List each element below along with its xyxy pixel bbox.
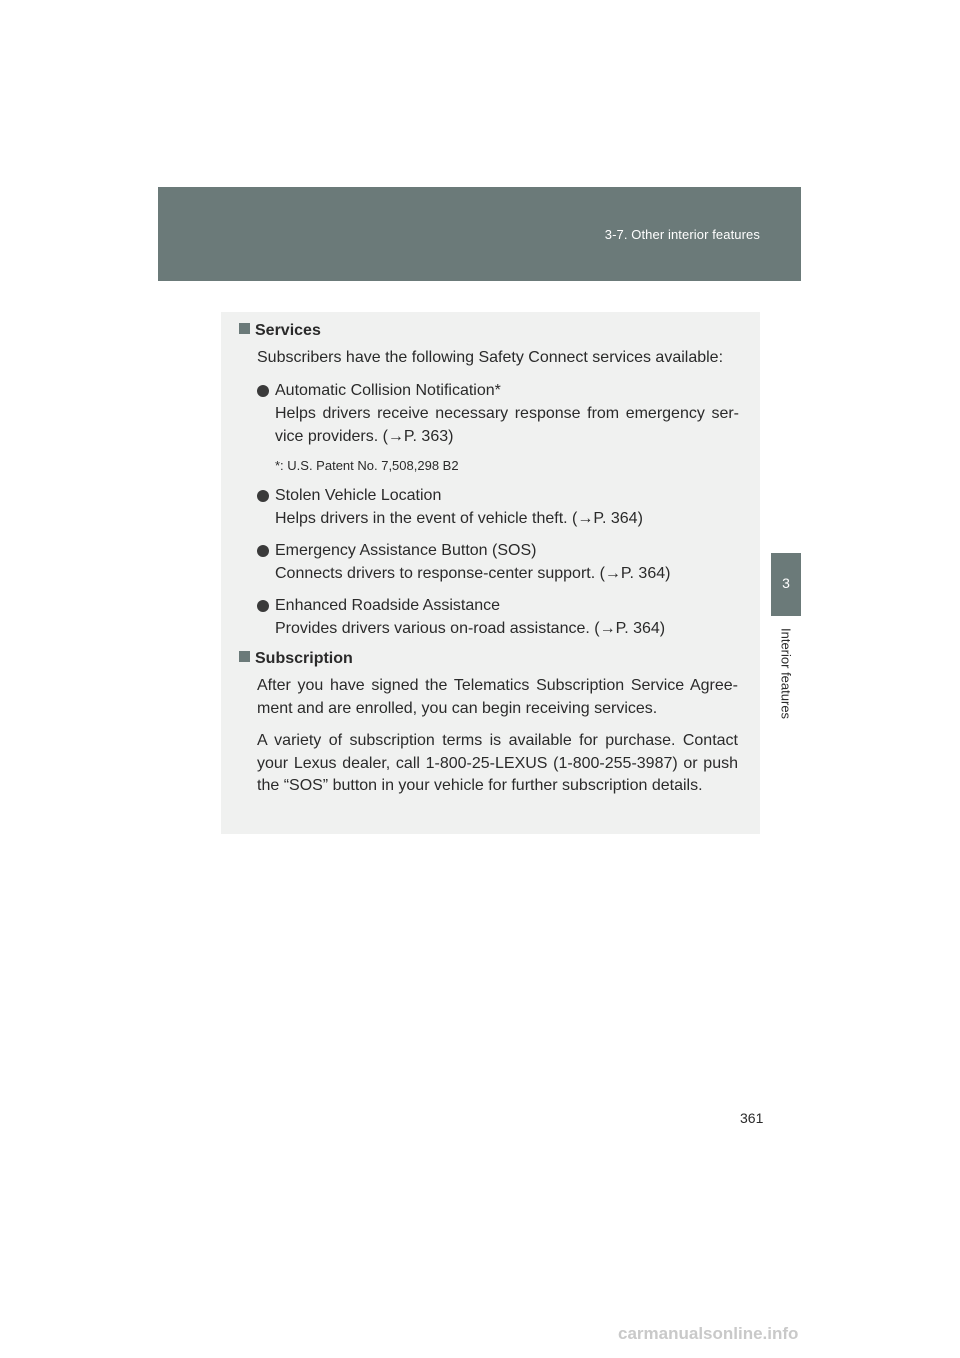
list-item-title: Stolen Vehicle Location: [275, 487, 442, 504]
info-box: [221, 312, 760, 834]
services-heading: Services: [239, 322, 321, 340]
services-intro: Subscribers have the following Safety Connect services available:: [257, 349, 724, 366]
list-item-desc: Helps drivers receive necessary response from emergency ser-vice providers. (→P. 363): [275, 405, 739, 445]
bullet-icon: [257, 600, 269, 612]
watermark: carmanualsonline.info: [618, 1324, 799, 1343]
bullet-icon: [257, 490, 269, 502]
list-item-title: Automatic Collision Notification*: [275, 382, 501, 399]
square-bullet-icon: [239, 651, 250, 662]
page-number: 361: [740, 1110, 764, 1126]
chapter-label-text: Interior features: [778, 628, 794, 720]
chapter-label: [772, 628, 800, 738]
subscription-para-1: After you have signed the Telematics Subscription Service Agree-ment and are enrolled, you can begin receiving services.: [257, 677, 738, 717]
chapter-number: 3: [782, 575, 790, 591]
list-item-desc: Helps drivers in the event of vehicle theft. (→P. 364): [275, 510, 643, 527]
list-item-title: Emergency Assistance Button (SOS): [275, 542, 537, 559]
bullet-icon: [257, 385, 269, 397]
subscription-heading: Subscription: [239, 650, 353, 668]
bullet-icon: [257, 545, 269, 557]
list-item-title: Enhanced Roadside Assistance: [275, 597, 501, 614]
chapter-tab: [771, 553, 801, 616]
list-item-desc: Connects drivers to response-center support. (→P. 364): [275, 565, 671, 582]
square-bullet-icon: [239, 323, 250, 334]
header-band: [158, 187, 801, 281]
section-title: 3-7. Other interior features: [604, 227, 760, 242]
subscription-para-2: A variety of subscription terms is available for purchase. Contact your Lexus dealer, call 1-800-25-LEXUS (1-800-255-3987) or push the “SOS” button in your vehicle for further subscription details.: [257, 732, 738, 794]
list-item-desc: Provides drivers various on-road assistance. (→P. 364): [275, 620, 666, 637]
footnote: *: U.S. Patent No. 7,508,298 B2: [275, 458, 459, 473]
